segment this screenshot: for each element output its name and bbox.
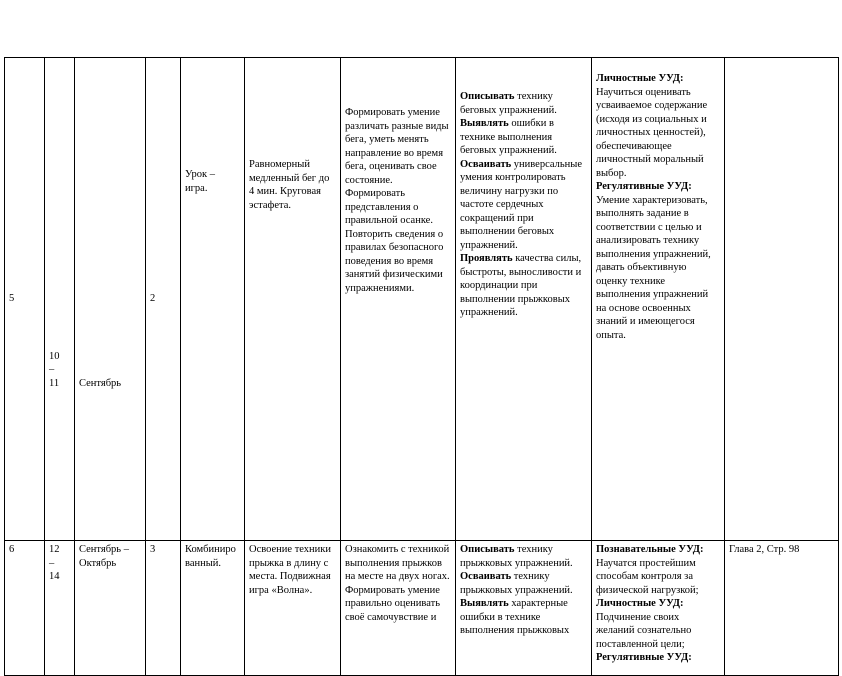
activity-verb: Выявлять (460, 118, 509, 129)
activity-verb: Описывать (460, 544, 515, 555)
lesson-type-cell: Комбинированный. (181, 541, 245, 676)
activity-verb: Осваивать (460, 571, 512, 582)
goals-cell (341, 58, 456, 541)
goal-text: Формировать представления о правильной осанке. Повторить сведения о правилах безопасного поведения во время занятий физическими упражнениями. (345, 188, 444, 294)
lesson-number-end: 14 (49, 571, 60, 582)
activity-text: универсальные умения контролировать величину нагрузки по частоте сердечных сокращений при выполнении беговых упражнений. (460, 158, 582, 251)
row-number: 5 (5, 58, 45, 541)
activity-text: технику прыжковых упражнений. (460, 544, 573, 569)
goal-text: Формировать умение правильно оценивать своё самочувствие и (345, 584, 440, 623)
activity-verb: Описывать (460, 91, 515, 102)
activity-verb: Проявлять (460, 253, 513, 264)
uud-text: Умение характеризовать, выполнять задание в соответствии с целью и анализировать технику выполнения упражнений, давать объективную оценку технике выполнения упражнений на основе освоенных знаний и имеющегося опыта. (596, 194, 711, 341)
uud-label: Личностные УУД: (596, 598, 684, 609)
uud-label: Регулятивные УУД: (596, 652, 692, 663)
uud-cell (592, 541, 725, 676)
uud-text: Научатся простейшим способам контроля за физической нагрузкой; (596, 557, 699, 596)
goal-text: Формировать умение различать разные виды бега, уметь менять направление во время бега, оценивать свое состояние. (345, 107, 449, 186)
table-row (5, 58, 839, 541)
uud-label: Познавательные УУД: (596, 544, 704, 555)
activities-cell (456, 541, 592, 676)
activity-text: технику беговых упражнений. (460, 91, 557, 116)
goal-text: Ознакомить с техникой выполнения прыжков на месте на двух ногах. (345, 544, 450, 582)
row-number: 6 (5, 541, 45, 676)
lesson-number-dash: – (49, 557, 55, 569)
activity-verb: Выявлять (460, 598, 509, 609)
notes-cell: Глава 2, Стр. 98 (725, 541, 839, 676)
lesson-number-end: 11 (49, 377, 60, 389)
activity-text: технику прыжковых упражнений. (460, 571, 573, 596)
lesson-plan-table (4, 57, 839, 676)
activity-text: качества силы, (512, 253, 582, 264)
activity-text: характерные ошибки в технике выполнения прыжковых (460, 598, 570, 636)
uud-label: Регулятивные УУД: (596, 181, 692, 192)
lesson-type-cell: Урок – игра. (181, 58, 245, 541)
activity-text: ошибки в технике выполнения беговых упражнений. (460, 118, 557, 156)
content-cell: Равномерный медленный бег до 4 мин. Круговая эстафета. (245, 58, 341, 541)
lesson-number-start: 10 (49, 350, 60, 362)
hours-cell: 3 (146, 541, 181, 676)
content-cell: Освоение техники прыжка в длину с места. Подвижная игра «Волна». (245, 541, 341, 676)
uud-cell (592, 58, 725, 541)
activity-text: быстроты, выносливости и координации при выполнении прыжковых упражнений. (460, 266, 582, 318)
uud-text: Подчинение своих желаний сознательно поставленной цели; (596, 611, 692, 650)
month-cell: Сентябрь (75, 58, 146, 541)
activities-cell (456, 58, 592, 541)
lesson-number-dash: – (49, 364, 55, 375)
goals-cell (341, 541, 456, 676)
hours-cell: 2 (146, 58, 181, 541)
activity-verb: Осваивать (460, 158, 512, 170)
lesson-numbers (45, 541, 75, 676)
table-row (5, 541, 839, 676)
uud-text: Научиться оценивать усваиваемое содержание (исходя из социальных и личностных ценностей), обеспечивающее личностный моральный выбор. (596, 86, 708, 179)
uud-label: Личностные УУД: (596, 73, 684, 84)
lesson-numbers (45, 58, 75, 541)
month-cell: Сентябрь – Октябрь (75, 541, 146, 676)
lesson-number-start: 12 (49, 544, 60, 555)
notes-cell (725, 58, 839, 541)
